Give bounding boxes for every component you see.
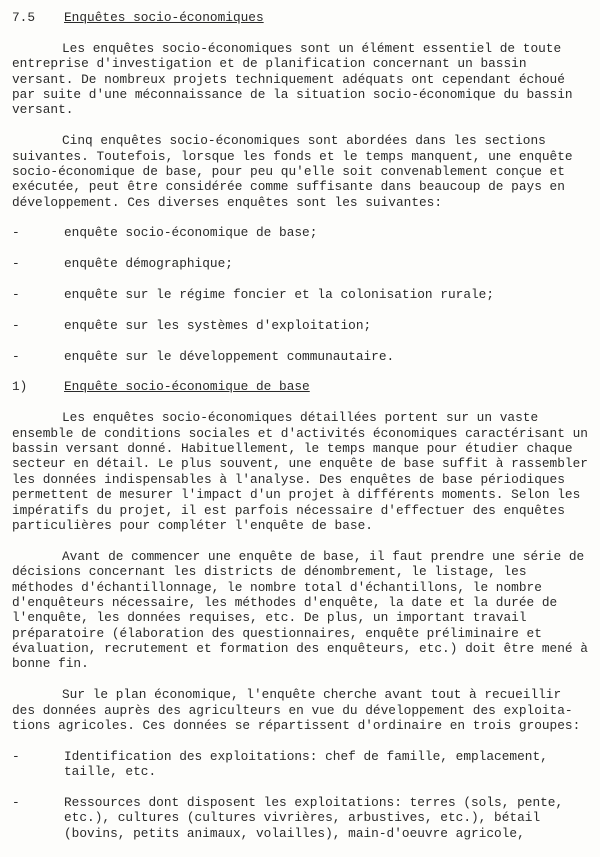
paragraph-line: Cinq enquêtes socio-économiques sont abordées dans les sections xyxy=(62,133,546,149)
list-item-line: Ressources dont disposent les exploitations: terres (sols, pente, xyxy=(64,795,564,810)
bullet-dash: - xyxy=(12,348,20,364)
blank-line xyxy=(12,118,600,133)
paragraph-line: les données indispensables à l'analyse. Des enquêtes de base périodiques xyxy=(12,471,565,487)
list-item xyxy=(12,225,600,240)
paragraph xyxy=(12,410,600,533)
subsection-heading xyxy=(12,379,600,394)
subsection-heading-title: Enquête socio-économique de base xyxy=(64,379,310,395)
paragraph-line: bassin versant donné. Habituellement, le temps manque pour étudier chaque xyxy=(12,441,573,457)
paragraph-line: par suite d'une méconnaissance de la situation socio-économique du bassin xyxy=(12,86,573,102)
paragraph xyxy=(12,41,600,118)
paragraph-line: socio-économique de base, pour peu qu'elle soit convenablement conçue et xyxy=(12,163,565,179)
list-item-line: Identification des exploitations: chef de famille, emplacement, xyxy=(64,748,548,764)
list-item-text: enquête sur le régime foncier et la colonisation rurale; xyxy=(64,287,495,303)
paragraph-line: secteur en détail. Le plus souvent, une enquête de base suffit à rassembler xyxy=(12,456,588,472)
paragraph-line: d'enquêteurs nécessaire, les méthodes d'enquête, la date et la durée de xyxy=(12,594,558,610)
list-item xyxy=(12,256,600,271)
blank-line xyxy=(12,333,600,348)
section-heading-title: Enquêtes socio-économiques xyxy=(64,10,264,25)
paragraph-line: décisions concernant les districts de dénombrement, le listage, les xyxy=(12,564,527,580)
list-item-line: etc.), cultures (cultures vivrières, arbustives, etc.), bétail xyxy=(64,810,541,826)
blank-line xyxy=(12,780,600,795)
list-item-text: enquête sur le développement communautaire. xyxy=(64,348,395,364)
paragraph-line: préparatoire (élaboration des questionnaires, enquête préliminaire et xyxy=(12,625,542,641)
bullet-dash: - xyxy=(12,317,20,333)
list-item xyxy=(12,318,600,333)
paragraph-line: exécutée, peut être considérée comme suffisante dans beaucoup de pays en xyxy=(12,179,565,195)
list-item-text xyxy=(64,749,600,780)
paragraph-line: versant. De nombreux projets techniquement adéquats ont cependant échoué xyxy=(12,71,565,87)
paragraph-line: impératifs du projet, il est parfois nécessaire d'effectuer des enquêtes xyxy=(12,502,565,518)
blank-line xyxy=(12,210,600,225)
paragraph-line: suivantes. Toutefois, lorsque les fonds et le temps manquent, une enquête xyxy=(12,148,573,164)
paragraph-line: entreprise d'investigation et de planification concernant un bassin xyxy=(12,56,527,72)
paragraph xyxy=(12,687,600,733)
document-page xyxy=(12,10,600,857)
list-item xyxy=(12,349,600,364)
paragraph-line: Avant de commencer une enquête de base, il faut prendre une série de xyxy=(62,548,585,564)
blank-line xyxy=(12,302,600,317)
list-item-text: enquête démographique; xyxy=(64,256,233,272)
section-heading xyxy=(12,10,600,25)
paragraph-line: méthodes d'échantillonnage, le nombre total d'échantillons, le nombre xyxy=(12,579,542,595)
paragraph-line: bonne fin. xyxy=(12,656,89,672)
paragraph-line: Sur le plan économique, l'enquête cherche avant tout à recueillir xyxy=(62,687,562,703)
paragraph-line: évaluation, recrutement et formation des enquêteurs, etc.) doit être mené à xyxy=(12,641,588,657)
paragraph-line: Les enquêtes socio-économiques sont un élément essentiel de toute xyxy=(62,40,562,56)
list-item xyxy=(12,749,600,780)
list-item-text xyxy=(64,795,600,841)
blank-line xyxy=(12,533,600,548)
paragraph-line: ensemble de conditions sociales et d'activités économiques caractérisant un xyxy=(12,425,588,441)
list-item xyxy=(12,795,600,841)
bullet-dash: - xyxy=(12,256,20,272)
bullet-dash: - xyxy=(12,287,20,303)
subsection-heading-number: 1) xyxy=(12,379,28,395)
list-item-text: enquête sur les systèmes d'exploitation; xyxy=(64,317,372,333)
blank-line xyxy=(12,733,600,748)
blank-line xyxy=(12,672,600,687)
paragraph-line: l'enquête, les données requises, etc. De plus, un important travail xyxy=(12,610,527,626)
blank-line xyxy=(12,364,600,379)
blank-line xyxy=(12,272,600,287)
bullet-dash: - xyxy=(12,795,20,810)
paragraph-line: versant. xyxy=(12,102,74,118)
list-item-line: (bovins, petits animaux, volailles), main-d'oeuvre agricole, xyxy=(64,825,525,841)
blank-line xyxy=(12,241,600,256)
blank-line xyxy=(12,25,600,40)
paragraph xyxy=(12,133,600,210)
paragraph-line: des données auprès des agriculteurs en vue du développement des exploita- xyxy=(12,702,573,718)
list-item-line: taille, etc. xyxy=(64,764,157,780)
paragraph-line: Les enquêtes socio-économiques détaillées portent sur un vaste xyxy=(62,410,539,426)
blank-line xyxy=(12,395,600,410)
paragraph xyxy=(12,549,600,672)
section-heading-number: 7.5 xyxy=(12,10,36,25)
paragraph-line: particulières pour compléter l'enquête de base. xyxy=(12,517,373,533)
list-item-text: enquête socio-économique de base; xyxy=(64,225,318,241)
paragraph-line: développement. Ces diverses enquêtes sont les suivantes: xyxy=(12,194,443,210)
blank-line xyxy=(12,841,600,856)
bullet-dash: - xyxy=(12,225,20,241)
list-item xyxy=(12,287,600,302)
paragraph-line: tions agricoles. Ces données se répartissent d'ordinaire en trois groupes: xyxy=(12,718,581,734)
paragraph-line: permettent de mesurer l'impact d'un projet à différents moments. Selon les xyxy=(12,487,581,503)
bullet-dash: - xyxy=(12,748,20,764)
